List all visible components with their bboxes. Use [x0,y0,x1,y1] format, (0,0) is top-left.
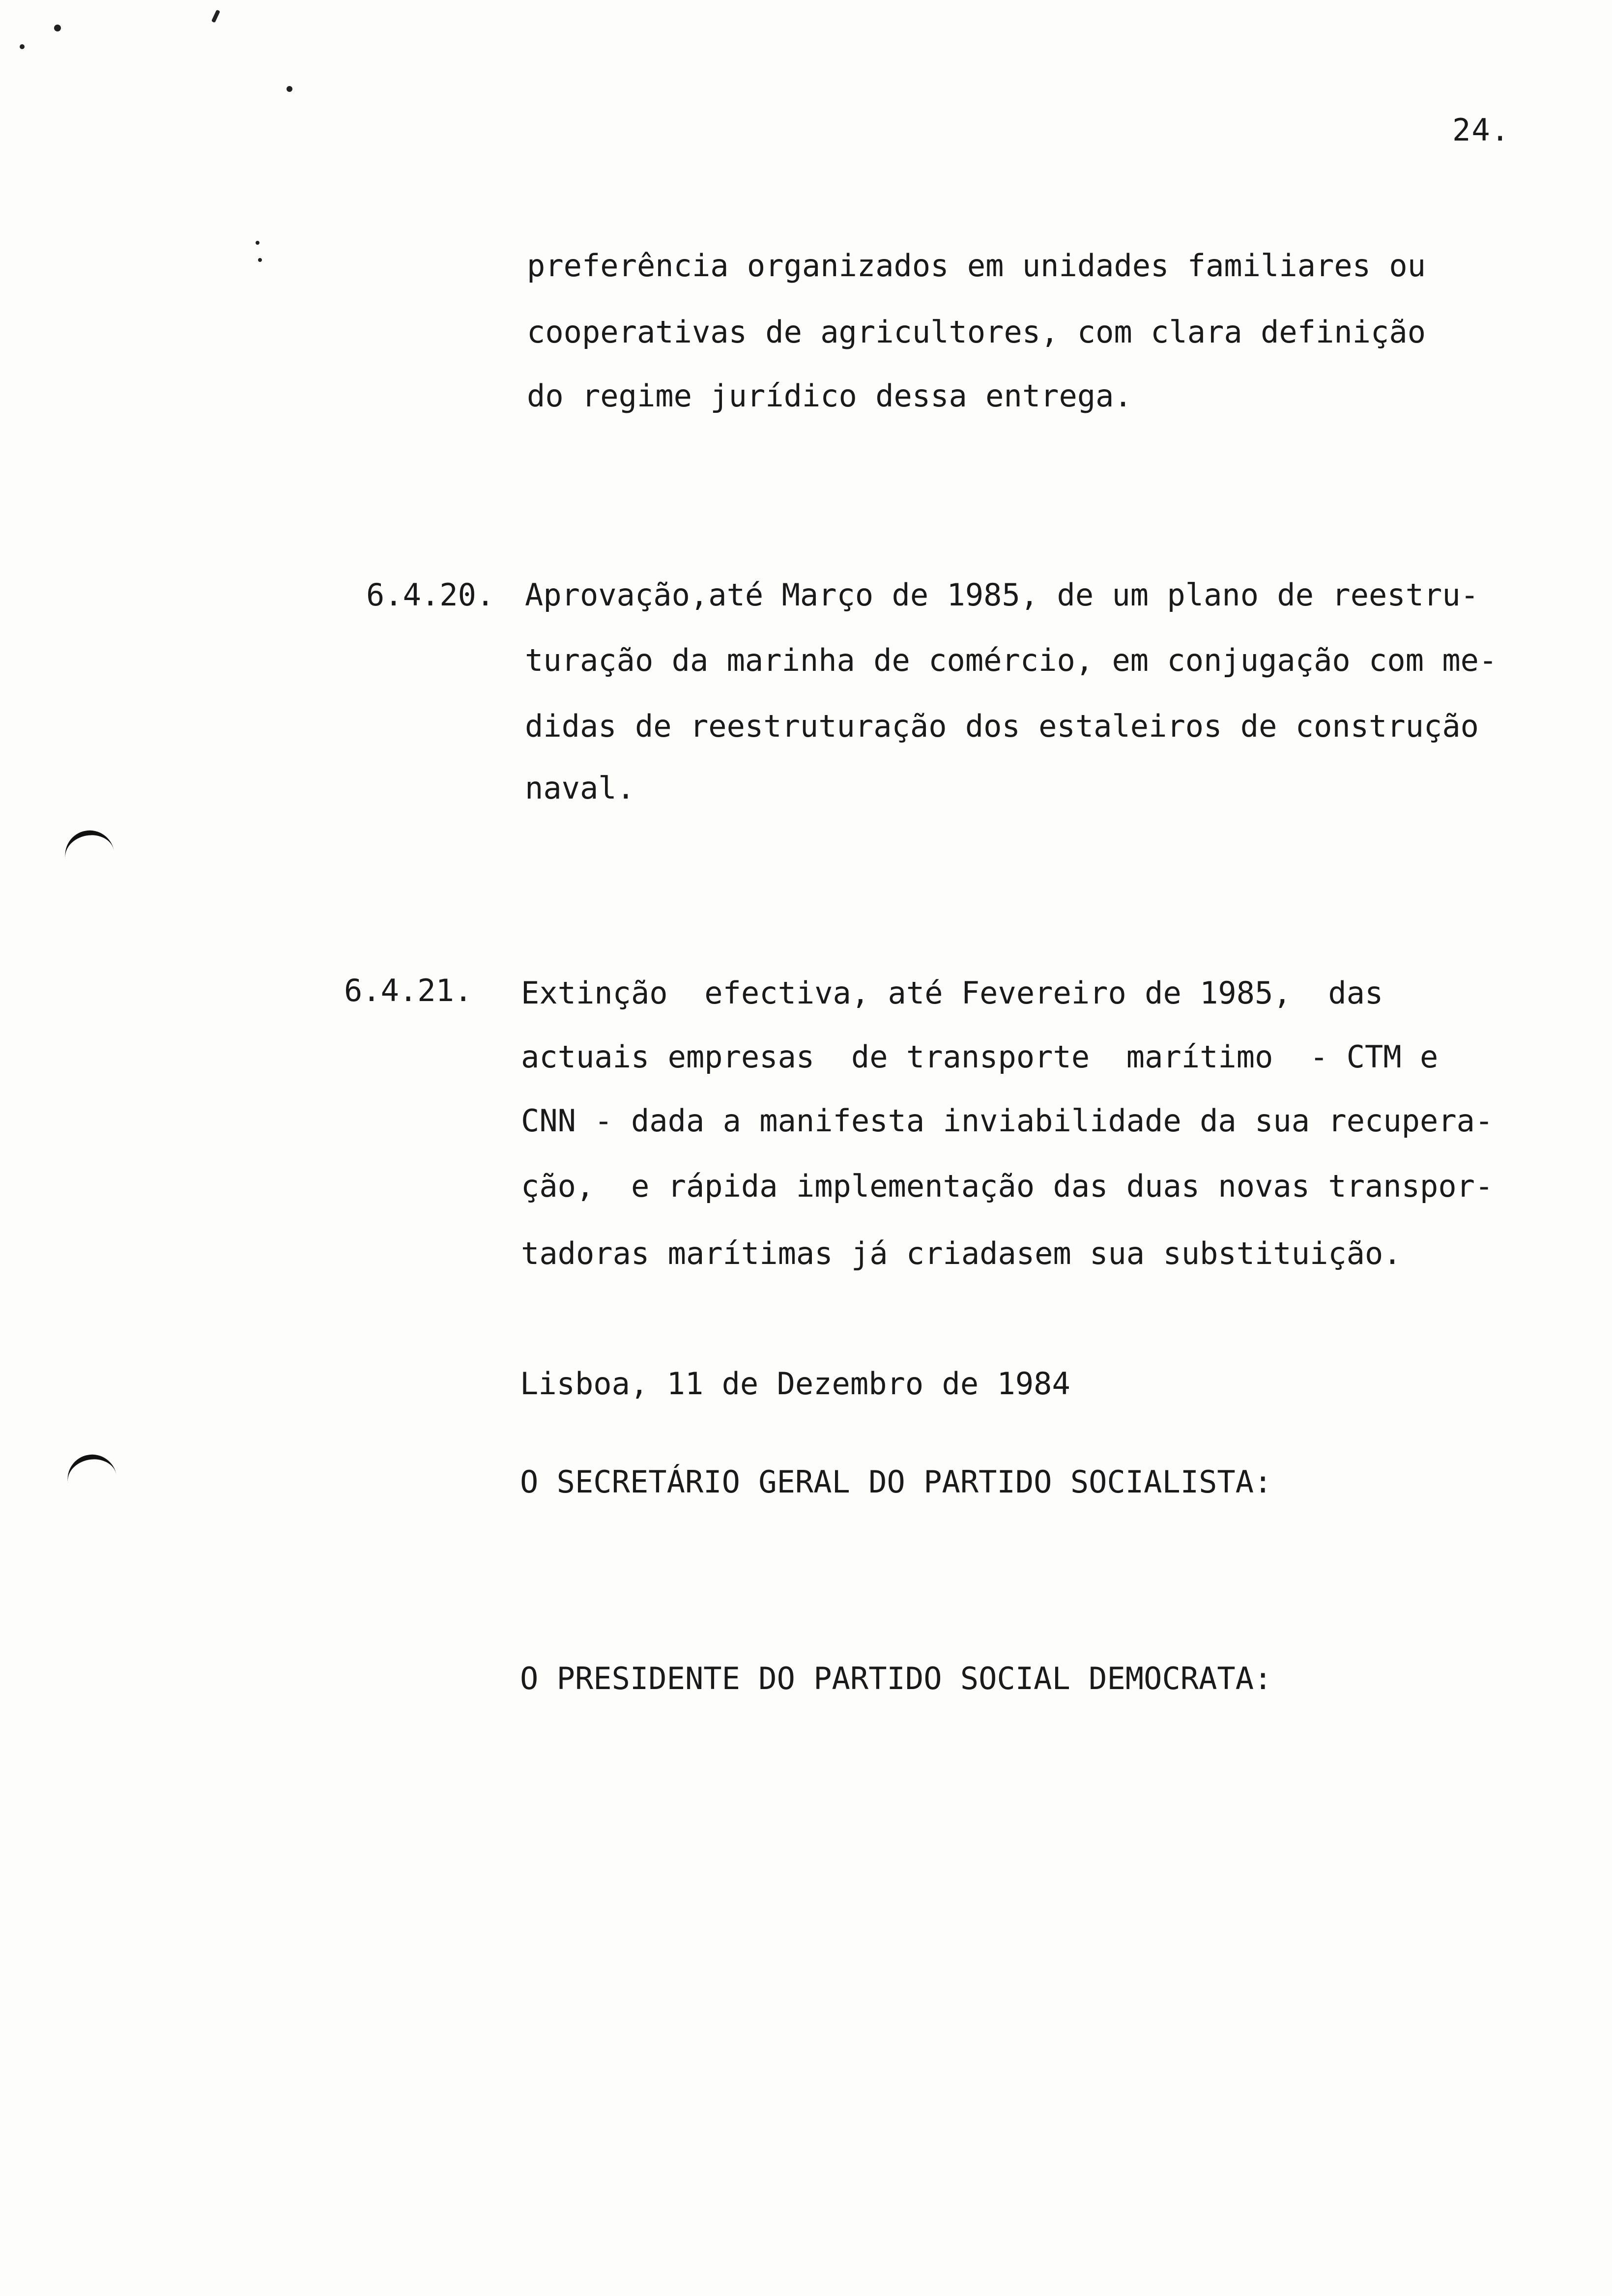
text-line: naval. [525,770,635,806]
text-line: ção, e rápida implementação das duas novas transpor- [521,1168,1494,1204]
punch-hole-mark [61,827,116,869]
text-line: do regime jurídico dessa entrega. [527,378,1132,414]
text-line: cooperativas de agricultores, com clara definição [527,314,1426,350]
text-line: preferência organizados em unidades familiares ou [527,248,1426,284]
text-line: Aprovação,até Março de 1985, de um plano de reestru- [525,577,1479,613]
text-line: turação da marinha de comércio, em conjugação com me- [525,642,1497,678]
item-number: 6.4.21. [344,973,473,1008]
signature-area [516,1509,1352,1597]
scan-speck [287,86,292,92]
place-date: Lisboa, 11 de Dezembro de 1984 [520,1366,1070,1402]
text-line: didas de reestruturação dos estaleiros de construção [525,708,1479,744]
page-number: 24. [1452,112,1510,148]
text-line: actuais empresas de transporte marítimo - CTM e [521,1039,1439,1075]
scan-speck [20,44,25,49]
text-line: tadoras marítimas já criadasem sua substituição. [521,1235,1402,1271]
signature-area [516,1705,1352,1794]
signatory-label: O PRESIDENTE DO PARTIDO SOCIAL DEMOCRATA: [520,1661,1272,1696]
signatory-label: O SECRETÁRIO GERAL DO PARTIDO SOCIALISTA: [520,1464,1272,1500]
scan-speck [211,10,220,23]
scan-speck [258,258,262,262]
text-line: Extinção efectiva, até Fevereiro de 1985, das [521,975,1383,1011]
scan-speck [54,25,61,31]
scan-speck [256,241,259,245]
punch-hole-mark [64,1451,118,1493]
item-number: 6.4.20. [366,577,495,613]
text-line: CNN - dada a manifesta inviabilidade da sua recupera- [521,1103,1494,1139]
